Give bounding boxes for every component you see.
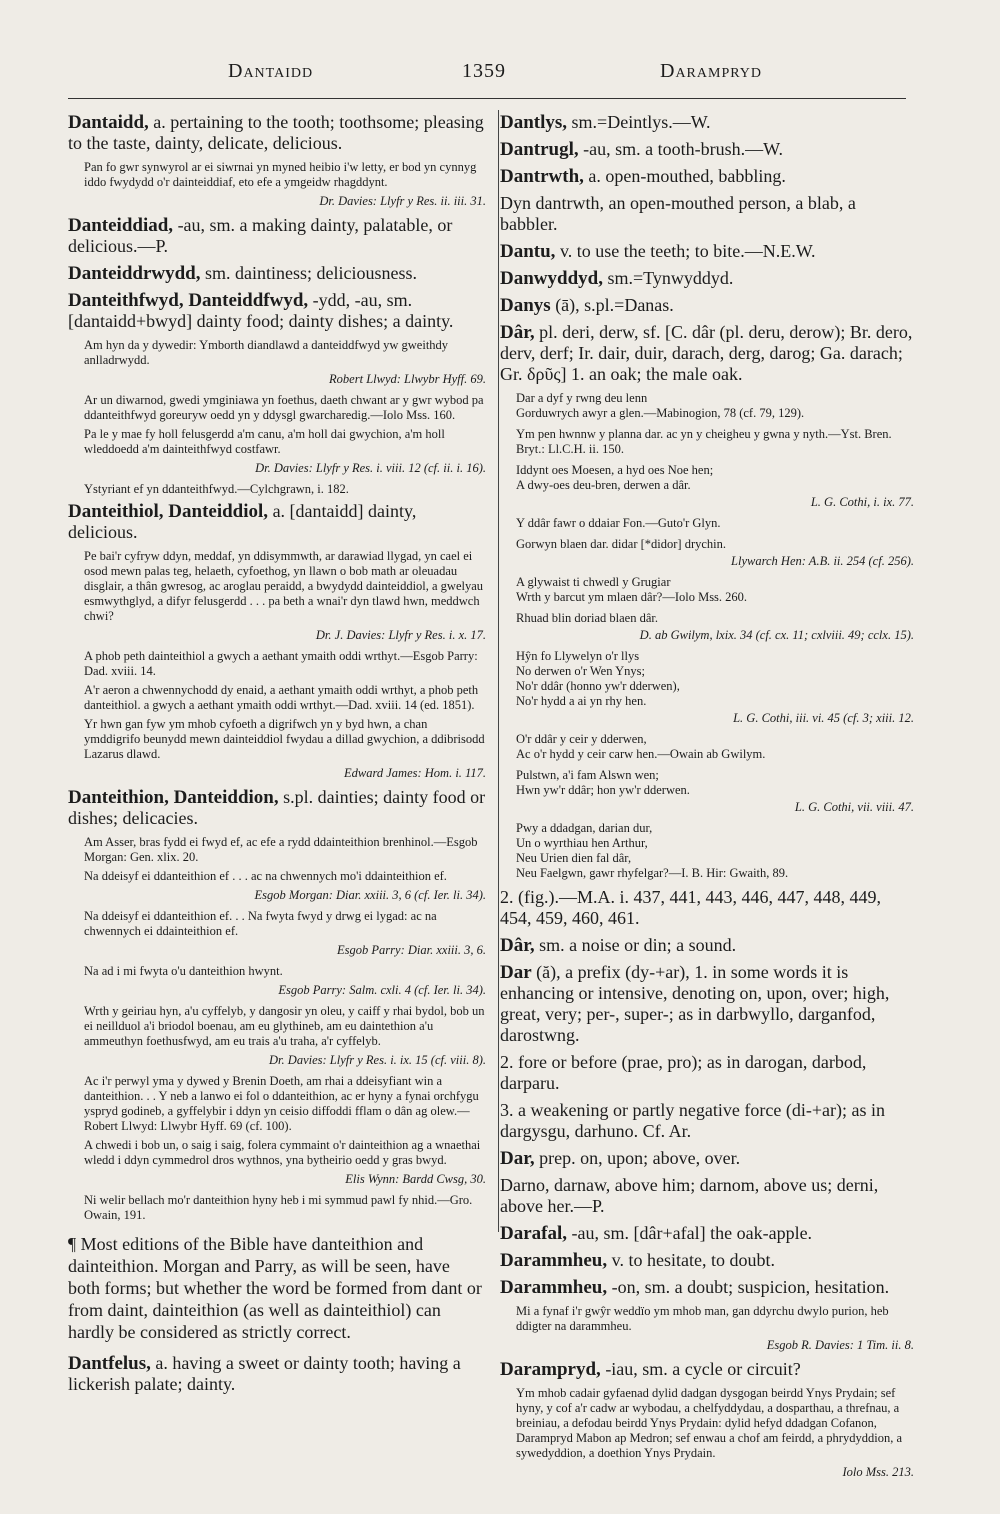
dictionary-entry <box>500 1250 914 1271</box>
verse-line: A glywaist ti chwedl y Grugiar <box>516 575 671 589</box>
sub-sense: 2. (fig.).—M.A. i. 437, 441, 443, 446, 447, 448, 449, 454, 459, 460, 461. <box>500 887 881 928</box>
verse-line: A dwy-oes deu-bren, derwen a dâr. <box>516 478 691 492</box>
verse-quote <box>516 391 914 421</box>
entry-definition: v. to use the teeth; to bite.—N.E.W. <box>559 241 816 261</box>
citation-quote: Ni welir bellach mo'r danteithion hyny heb i mi symmud pawl fy nhid.—Gro. Owain, 191. <box>84 1193 473 1222</box>
entry-headword: Darampryd, <box>500 1359 601 1380</box>
dictionary-entry <box>68 112 486 154</box>
citation-quote: A'r aeron a chwennychodd dy enaid, a aethant ymaith oddi wrthyt, a phob peth danteithiol. a gwych a aethant ymaith oddi wrthyt.—Dad. xviii. 14 (ed. 1851). <box>84 683 479 712</box>
citation-quote: Yr hwn gan fyw ym mhob cyfoeth a digrifwch yn y byd hwn, a chan ymddigrifo beunydd mewn dainteiddiol fwydau a dillad gwychion, a ddibrisodd Lazarus dlawd. <box>84 717 485 761</box>
entry-headword: Darammheu, <box>500 1277 608 1298</box>
verse-quote <box>516 516 914 531</box>
verse-quote <box>516 611 914 626</box>
citation-source: Edward James: Hom. i. 117. <box>344 766 486 780</box>
verse-line: Wrth y barcut ym mlaen dâr?—Iolo Mss. 260. <box>516 590 748 604</box>
entry-definition: sm.=Tynwyddyd. <box>607 268 734 288</box>
dictionary-entry <box>500 1148 914 1169</box>
verse-line: Gorwyn blaen dar. didar [*didor] drychin. <box>516 537 727 551</box>
entry-definition: -on, sm. a doubt; suspicion, hesitation. <box>611 1277 890 1297</box>
dictionary-entry <box>68 215 486 257</box>
citation-source: Iolo Mss. 213. <box>842 1465 914 1479</box>
dictionary-entry <box>500 962 914 1046</box>
verse-quote <box>516 821 914 881</box>
verse-quote <box>516 732 914 762</box>
entry-definition: -au, sm. a making dainty, palatable, or delicious.—P. <box>68 215 453 256</box>
running-head <box>0 60 1000 90</box>
verse-line: O'r ddâr y ceir y dderwen, <box>516 732 647 746</box>
entry-definition: (ā), s.pl.=Danas. <box>555 295 674 315</box>
entry-definition: sm.=Deintlys.—W. <box>571 112 711 132</box>
dictionary-entry <box>68 501 486 543</box>
entry-headword: Dantaidd, <box>68 112 149 133</box>
verse-line: Rhuad blin doriad blaen dâr. <box>516 611 658 625</box>
entry-definition: (ă), a prefix (dy-+ar), 1. in some words it is enhancing or intensive, denoting on, upon, over; high, great, very; per-, super-; as in darbwyllo, darganfod, darostwng. <box>500 962 890 1045</box>
citation-source: Dr. J. Davies: Llyfr y Res. i. x. 17. <box>315 628 486 642</box>
dictionary-entry <box>68 290 486 332</box>
verse-quote <box>516 649 914 709</box>
running-head-right: Darampryd <box>660 60 763 82</box>
citation-source: L. G. Cothi, iii. vi. 45 (cf. 3; xiii. 12. <box>733 711 914 725</box>
entry-definition: a. [dantaidd] dainty, delicious. <box>68 501 417 542</box>
left-column <box>68 112 486 1401</box>
entry-definition: -au, sm. a tooth-brush.—W. <box>583 139 783 159</box>
dictionary-entry <box>68 1353 486 1395</box>
verse-line: Iddynt oes Moesen, a hyd oes Noe hen; <box>516 463 714 477</box>
dictionary-entry <box>68 787 486 829</box>
verse-line: Dar a dyf y rwng deu lenn <box>516 391 648 405</box>
dictionary-entry <box>68 263 486 284</box>
entry-headword: Dantrugl, <box>500 139 579 160</box>
sub-sense: Darno, darnaw, above him; darnom, above us; derni, above her.—P. <box>500 1175 879 1216</box>
citation-source: Dr. Davies: Llyfr y Res. i. ix. 15 (cf. viii. 8). <box>269 1053 486 1067</box>
verse-line: Gorduwrych awyr a glen.—Mabinogion, 78 (cf. 79, 129). <box>516 406 805 420</box>
verse-line: No derwen o'r Wen Ynys; <box>516 664 645 678</box>
citation-quote: Pe bai'r cyfryw ddyn, meddaf, yn ddisymmwth, ar darawiad llygad, yn cael ei osod mewn palas teg, helaeth, cyfoethog, yn llawn o bob math ar oleuadau disglair, a thân gwresog, ac aroglau peraidd, a bwydydd dainteiddiol, a gwelyau esmwythglyd, a difyr felusgerdd . . . pa beth a wnai'r dyn tlawd hwn, meddwch chwi? <box>84 549 484 623</box>
citation-source: L. G. Cothi, i. ix. 77. <box>810 495 914 509</box>
entry-headword: Danteithiol, Danteiddiol, <box>68 501 269 522</box>
entry-headword: Danteithfwyd, Danteiddfwyd, <box>68 290 309 311</box>
page-number: 1359 <box>462 60 506 82</box>
citation-source: Esgob R. Davies: 1 Tim. ii. 8. <box>766 1338 914 1352</box>
entry-headword: Dar, <box>500 1148 535 1169</box>
citation-quote: Pan fo gwr synwyrol ar ei siwrnai yn myned heibio i'w letty, er bod yn cynnyg iddo fwydydd o'r dainteiddiaf, eto efe a ymgeidw rhagddynt. <box>84 160 477 189</box>
verse-line: Pulstwn, a'i fam Alswn wen; <box>516 768 659 782</box>
entry-headword: Darafal, <box>500 1223 568 1244</box>
running-head-left: Dantaidd <box>228 60 314 82</box>
entry-definition: a. pertaining to the tooth; toothsome; pleasing to the taste, dainty, delicate, delicious. <box>68 112 484 153</box>
entry-definition: pl. deri, derw, sf. [C. dâr (pl. deru, derow); Br. dero, derv, derf; Ir. dair, duir, darach, derg, darog; Ga. darach; Gr. δρῦς] 1. an oak; the male oak. <box>500 322 913 384</box>
citation-quote: Ym mhob cadair gyfaenad dylid dadgan dysgogan beirdd Ynys Prydain; sef hyny, y cof a'r cadw ar wybodau, a chelfyddydau, a dosparthau, a threfnau, a breiniau, a defodau beirdd Ynys Prydain: dylid hefyd ddadgan Cofanon, Darampryd Mabon ap Medron; sef enwau a chof am feirdd, a phrydyddion, a sywedyddion, a doethion Ynys Prydain. <box>516 1386 902 1460</box>
entry-definition: sm. daintiness; deliciousness. <box>205 263 417 283</box>
verse-line: Neu Faelgwn, gawr rhyfelgar?—I. B. Hir: Gwaith, 89. <box>516 866 789 880</box>
citation-quote: Na ddeisyf ei ddanteithion ef . . . ac na chwennych mo'i ddainteithion ef. <box>84 869 447 883</box>
dictionary-entry <box>500 1223 914 1244</box>
citation-quote: Ystyriant ef yn ddanteithfwyd.—Cylchgrawn, i. 182. <box>84 482 349 496</box>
citation-source: Dr. Davies: Llyfr y Res. i. viii. 12 (cf. ii. i. 16). <box>255 461 486 475</box>
verse-line: Pwy a ddadgan, darian dur, <box>516 821 653 835</box>
citation-quote: Pa le y mae fy holl felusgerdd a'm canu, a'm holl dai gwychion, a'm holl wleddoedd a'm dainteithfwyd costfawr. <box>84 427 445 456</box>
verse-line: Neu Urien dien fal dâr, <box>516 851 632 865</box>
entry-headword: Dantfelus, <box>68 1353 151 1374</box>
citation-quote: Wrth y geiriau hyn, a'u cyffelyb, y dangosir yn oleu, y caiff y rhai bydol, bob un ei neillduol a'i briodol boenau, am eu glythineb, am eu daintethion a'u ammeuthyn foethusfwyd, am eu trais a'u traha, a'r cyffelyb. <box>84 1004 485 1048</box>
citation-source: Dr. Davies: Llyfr y Res. ii. iii. 31. <box>319 194 486 208</box>
entry-headword: Dar <box>500 962 532 983</box>
citation-quote: Am Asser, bras fydd ei fwyd ef, ac efe a rydd ddainteithion brenhinol.—Esgob Morgan: Gen. xlix. 20. <box>84 835 478 864</box>
verse-quote <box>516 768 914 798</box>
verse-line: Ac o'r hydd y ceir carw hen.—Owain ab Gwilym. <box>516 747 766 761</box>
entry-definition: v. to hesitate, to doubt. <box>611 1250 775 1270</box>
citation-quote: Ac i'r perwyl yma y dywed y Brenin Doeth, am rhai a ddeisyfiant win a danteithion. . . Y neb a lanwo ei fol o ddanteithion, ac er hyny a fynai orchfygu yspryd godineb, a gyffelybir i ddyn yn ceisio diffoddi fflam o dân ag olew.—Robert Llwyd: Llwybr Hyff. 69 (cf. 100). <box>84 1074 479 1133</box>
citation-quote: A phob peth dainteithiol a gwych a aethant ymaith oddi wrthyt.—Esgob Parry: Dad. xviii. 14. <box>84 649 478 678</box>
dictionary-entry <box>500 322 914 385</box>
entry-headword: Danwyddyd, <box>500 268 603 289</box>
dictionary-entry <box>500 241 914 262</box>
entry-headword: Danteiddiad, <box>68 215 174 236</box>
editorial-note: ¶ Most editions of the Bible have danteithion and dainteithion. Morgan and Parry, as will be seen, have both forms; but whether the word be formed from dant or from daint, dainteithion (as well as dainteithiol) can hardly be considered as strictly correct. <box>68 1234 482 1342</box>
citation-quote: Na ad i mi fwyta o'u danteithion hwynt. <box>84 964 283 978</box>
entry-definition: -iau, sm. a cycle or circuit? <box>605 1359 801 1379</box>
verse-line: No'r ddâr (honno yw'r dderwen), <box>516 679 680 693</box>
entry-headword: Dâr, <box>500 935 535 956</box>
citation-quote: Ar un diwarnod, gwedi ymginiawa yn foethus, daeth chwant ar y gwr wybod pa ddanteithfwyd goreuryw oedd yn y ddysgl gwarcharedig.—Iolo Mss. 160. <box>84 393 484 422</box>
entry-definition: prep. on, upon; above, over. <box>539 1148 741 1168</box>
sub-sense: 3. a weakening or partly negative force (di-+ar); as in dargysgu, darhuno. Cf. Ar. <box>500 1100 885 1141</box>
right-column <box>500 112 914 1486</box>
citation-source: Robert Llwyd: Llwybr Hyff. 69. <box>329 372 486 386</box>
dictionary-entry <box>500 112 914 133</box>
entry-definition: -ydd, -au, sm. [dantaidd+bwyd] dainty food; dainty dishes; a dainty. <box>68 290 454 331</box>
citation-source: D. ab Gwilym, lxix. 34 (cf. cx. 11; cxlviii. 49; cclx. 15). <box>639 628 914 642</box>
citation-quote: A chwedi i bob un, o saig i saig, folera cymmaint o'r dainteithion ag a wnaethai wledd i ddyn cymmedrol dros wythnos, yna bytheirio oedd y gras bwyd. <box>84 1138 481 1167</box>
verse-line: Hwn yw'r ddâr; hon yw'r dderwen. <box>516 783 690 797</box>
citation-source: L. G. Cothi, vii. viii. 47. <box>794 800 914 814</box>
dictionary-entry <box>500 935 914 956</box>
entry-headword: Darammheu, <box>500 1250 608 1271</box>
dictionary-entry <box>500 166 914 187</box>
header-rule <box>68 98 906 99</box>
entry-definition: s.pl. dainties; dainty food or dishes; delicacies. <box>68 787 486 828</box>
entry-definition: sm. a noise or din; a sound. <box>539 935 737 955</box>
entry-headword: Dâr, <box>500 322 535 343</box>
citation-source: Esgob Parry: Diar. xxiii. 3, 6. <box>337 943 486 957</box>
entry-definition: a. open-mouthed, babbling. <box>588 166 786 186</box>
dictionary-entry <box>500 295 914 316</box>
verse-line: No'r hydd a ai yn rhy hen. <box>516 694 647 708</box>
entry-headword: Danys <box>500 295 551 316</box>
verse-line: Y ddâr fawr o ddaiar Fon.—Guto'r Glyn. <box>516 516 721 530</box>
column-divider <box>498 110 499 1232</box>
citation-source: Elis Wynn: Bardd Cwsg, 30. <box>345 1172 486 1186</box>
dictionary-entry <box>500 1277 914 1298</box>
entry-headword: Dantrwth, <box>500 166 584 187</box>
citation-quote: Mi a fynaf i'r gwŷr weddïo ym mhob man, gan ddyrchu dwylo purion, heb ddigter na darammheu. <box>516 1304 889 1333</box>
entry-headword: Danteithion, Danteiddion, <box>68 787 279 808</box>
entry-headword: Dantlys, <box>500 112 568 133</box>
dictionary-entry <box>500 268 914 289</box>
citation-source: Esgob Morgan: Diar. xxiii. 3, 6 (cf. Ier. li. 34). <box>254 888 486 902</box>
citation-source: Llywarch Hen: A.B. ii. 254 (cf. 256). <box>731 554 914 568</box>
verse-quote <box>516 427 914 457</box>
verse-line: Un o wyrthiau hen Arthur, <box>516 836 648 850</box>
citation-quote: Am hyn da y dywedir: Ymborth diandlawd a danteiddfwyd yw gweithdy anlladrwydd. <box>84 338 449 367</box>
entry-headword: Dantu, <box>500 241 556 262</box>
entry-headword: Danteiddrwydd, <box>68 263 201 284</box>
verse-quote <box>516 575 914 605</box>
citation-quote: Na ddeisyf ei ddanteithion ef. . . Na fwyta fwyd y drwg ei lygad: ac na chwennych ei ddainteithion ef. <box>84 909 437 938</box>
sub-sense: Dyn dantrwth, an open-mouthed person, a blab, a babbler. <box>500 193 856 234</box>
sub-sense: 2. fore or before (prae, pro); as in darogan, darbod, darparu. <box>500 1052 867 1093</box>
verse-quote <box>516 463 914 493</box>
dictionary-entry <box>500 139 914 160</box>
dictionary-entry <box>500 1359 914 1380</box>
entry-definition: a. having a sweet or dainty tooth; having a lickerish palate; dainty. <box>68 1353 461 1394</box>
verse-line: Hŷn fo Llywelyn o'r llys <box>516 649 640 663</box>
entry-definition: -au, sm. [dâr+afal] the oak-apple. <box>571 1223 813 1243</box>
verse-line: Ym pen hwnnw y planna dar. ac yn y cheigheu y gwna y nyth.—Yst. Bren. Bryt.: Ll.C.H. ii. 150. <box>516 427 892 456</box>
verse-quote <box>516 537 914 552</box>
citation-source: Esgob Parry: Salm. cxli. 4 (cf. Ier. li. 34). <box>278 983 486 997</box>
